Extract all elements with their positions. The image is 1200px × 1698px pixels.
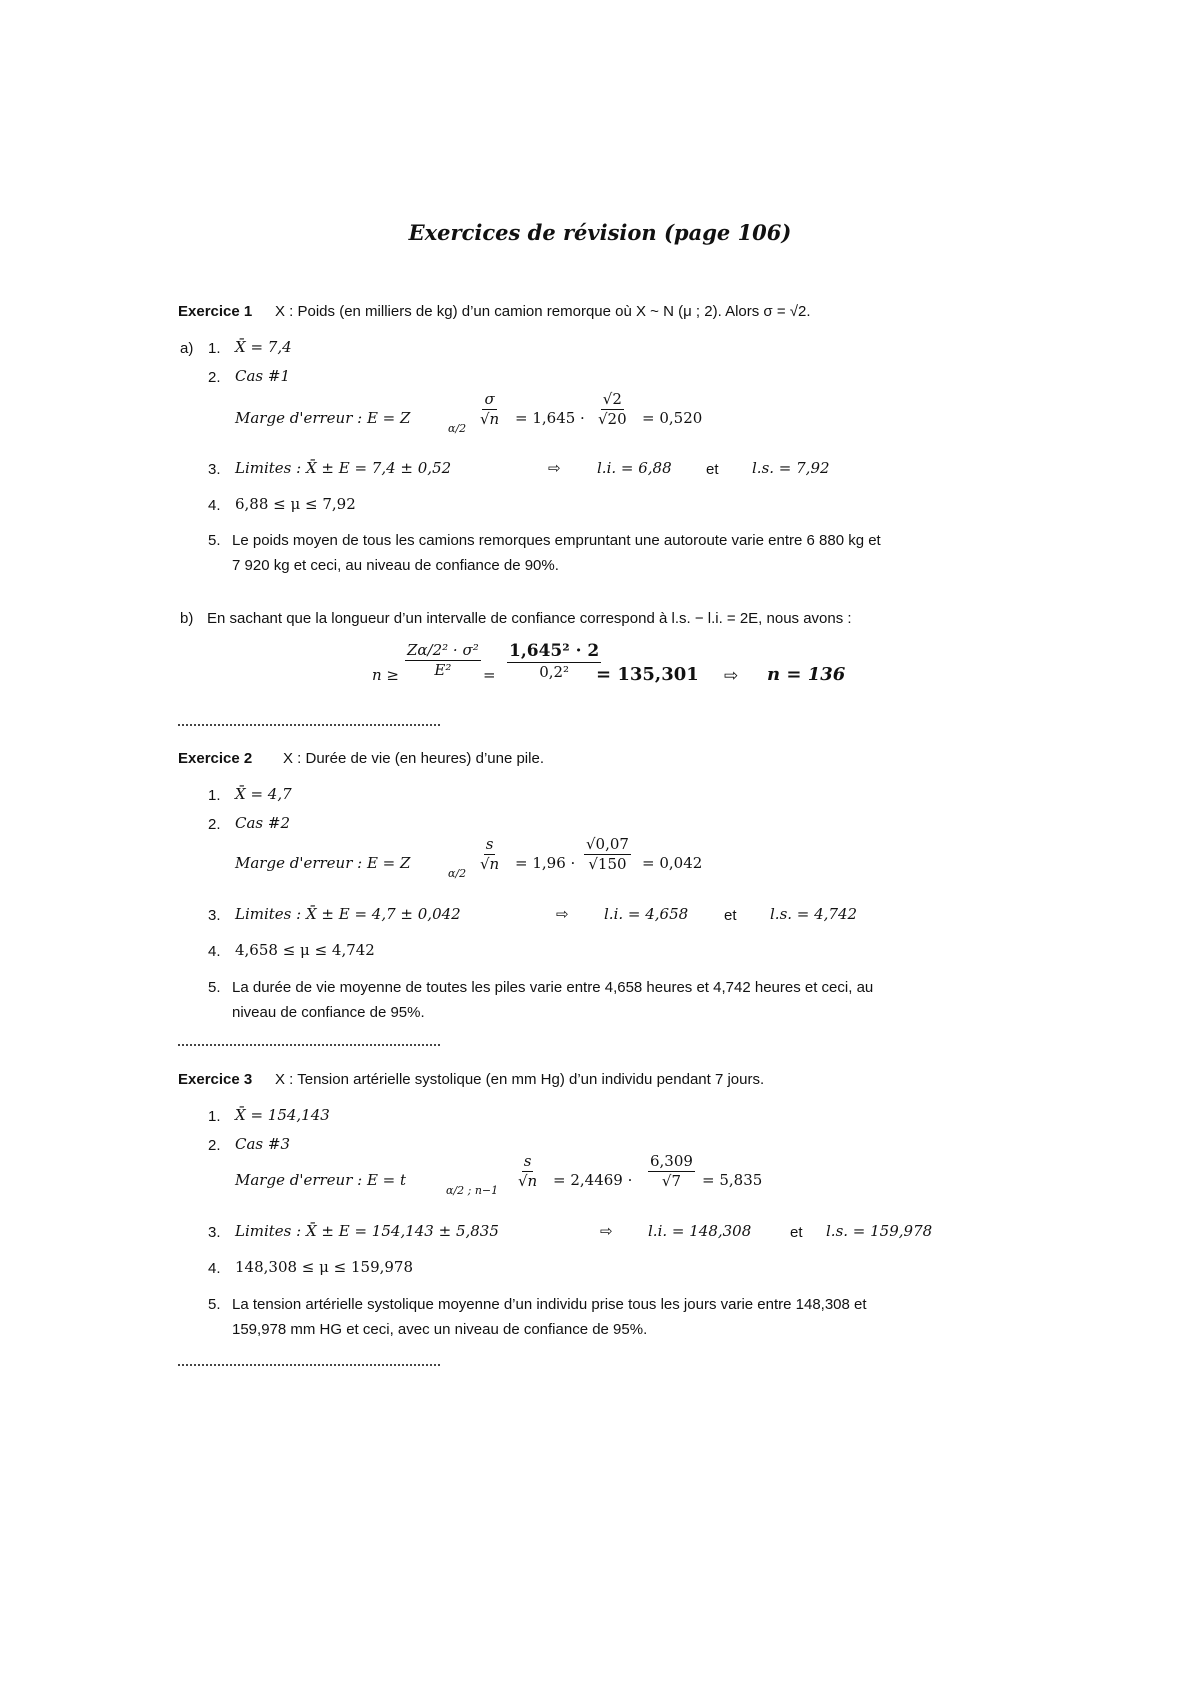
fraction-numerator: s — [485, 835, 494, 853]
lower-limit: l.i. = 6,88 — [597, 459, 672, 477]
part-b-prefix: b) — [180, 610, 194, 627]
critical-value-subscript: α/2 — [448, 867, 467, 880]
conclusion-line-1: La durée de vie moyenne de toutes les piles varie entre 4,658 heures et 4,742 heures et ceci, au — [232, 979, 874, 996]
fraction — [516, 1154, 539, 1189]
fraction-numerator: 1,645² · 2 — [509, 641, 600, 661]
conclusion-line-1: La tension artérielle systolique moyenne d’un individu prise tous les jours varie entre 148,308 et — [232, 1296, 867, 1313]
limits: Limites : X̄ ± E = 7,4 ± 0,52 — [235, 459, 452, 477]
margin-of-error-label: Marge d'erreur : E = t — [235, 1171, 407, 1189]
step-number: 2. — [208, 369, 221, 386]
step-number: 3. — [208, 461, 221, 478]
case-label: Cas #1 — [235, 367, 290, 385]
dotted-separator — [178, 724, 440, 726]
and-word: et — [790, 1224, 803, 1241]
fraction-denominator: √n — [518, 1172, 538, 1190]
dotted-separator — [178, 1044, 440, 1046]
step-number: 5. — [208, 1296, 221, 1313]
step-number: 3. — [208, 1224, 221, 1241]
part-a-prefix: a) — [180, 340, 194, 357]
implies-arrow: ⇨ — [724, 666, 739, 685]
conclusion-line-1: Le poids moyen de tous les camions remorques empruntant une autoroute varie entre 6 880 kg et — [232, 532, 881, 549]
exercise-1-label: Exercice 1 — [178, 303, 253, 320]
margin-result: = 5,835 — [702, 1171, 763, 1189]
sample-mean: X̄ = 154,143 — [235, 1106, 330, 1124]
fraction-denominator: √n — [480, 410, 500, 428]
confidence-interval: 6,88 ≤ μ ≤ 7,92 — [235, 495, 356, 513]
dotted-separator — [178, 1364, 440, 1366]
conclusion-line-2: 159,978 mm HG et ceci, avec un niveau de confiance de 95%. — [232, 1321, 648, 1338]
lower-limit: l.i. = 148,308 — [648, 1222, 752, 1240]
step-number: 4. — [208, 497, 221, 514]
lower-limit: l.i. = 4,658 — [604, 905, 689, 923]
margin-result: = 0,520 — [642, 409, 703, 427]
limits: Limites : X̄ ± E = 4,7 ± 0,042 — [235, 905, 461, 923]
margin-result: = 0,042 — [642, 854, 703, 872]
exercise-2-label: Exercice 2 — [178, 750, 253, 767]
fraction — [478, 837, 501, 872]
fraction-denominator: √150 — [588, 855, 627, 873]
fraction-denominator: √20 — [598, 410, 627, 428]
margin-multiplier: = 1,645 · — [515, 409, 585, 427]
fraction-numerator: Zα/2² · σ² — [407, 641, 479, 659]
upper-limit: l.s. = 159,978 — [826, 1222, 933, 1240]
fraction — [507, 643, 601, 680]
fraction-numerator: σ — [484, 390, 495, 408]
step-number: 4. — [208, 1260, 221, 1277]
step-number: 5. — [208, 532, 221, 549]
page-title: Exercices de révision (page 106) — [408, 220, 792, 245]
conclusion-line-2: niveau de confiance de 95%. — [232, 1004, 425, 1021]
fraction-denominator: √n — [480, 855, 500, 873]
step-number: 3. — [208, 907, 221, 924]
sample-mean: X̄ = 4,7 — [235, 785, 292, 803]
sample-size-result: = 135,301 — [596, 664, 699, 685]
fraction-numerator: s — [523, 1152, 532, 1170]
step-number: 1. — [208, 340, 221, 357]
step-number: 4. — [208, 943, 221, 960]
margin-of-error-label: Marge d'erreur : E = Z — [235, 854, 411, 872]
margin-multiplier: = 1,96 · — [515, 854, 576, 872]
fraction — [648, 1154, 695, 1189]
implies-arrow: ⇨ — [600, 1223, 613, 1240]
fraction — [584, 837, 631, 872]
margin-multiplier: = 2,4469 · — [553, 1171, 633, 1189]
fraction-denominator: E² — [434, 661, 452, 679]
critical-value-subscript: α/2 — [448, 422, 467, 435]
fraction-denominator: 0,2² — [539, 663, 570, 681]
n-inequality: n ≥ — [372, 666, 399, 684]
step-number: 2. — [208, 1137, 221, 1154]
confidence-interval: 148,308 ≤ μ ≤ 159,978 — [235, 1258, 414, 1276]
conclusion-line-2: 7 920 kg et ceci, au niveau de confiance de 90%. — [232, 557, 559, 574]
sample-size-final: n = 136 — [767, 664, 846, 685]
case-label: Cas #2 — [235, 814, 290, 832]
fraction-denominator: √7 — [661, 1172, 682, 1190]
case-label: Cas #3 — [235, 1135, 290, 1153]
exercise-1-intro: X : Poids (en milliers de kg) d’un camion remorque où X ~ N (μ ; 2). Alors σ = √2. — [275, 303, 811, 320]
exercise-3-label: Exercice 3 — [178, 1071, 253, 1088]
implies-arrow: ⇨ — [556, 906, 569, 923]
part-b-text: En sachant que la longueur d’un intervalle de confiance correspond à l.s. − l.i. = 2E, nous avons : — [207, 610, 852, 627]
sample-mean: X̄ = 7,4 — [235, 338, 292, 356]
fraction — [596, 392, 629, 427]
and-word: et — [706, 461, 719, 478]
confidence-interval: 4,658 ≤ μ ≤ 4,742 — [235, 941, 375, 959]
fraction-numerator: √0,07 — [586, 835, 629, 853]
critical-value-subscript: α/2 ; n−1 — [446, 1184, 499, 1197]
fraction-numerator: 6,309 — [650, 1152, 693, 1170]
implies-arrow: ⇨ — [548, 460, 561, 477]
and-word: et — [724, 907, 737, 924]
upper-limit: l.s. = 4,742 — [770, 905, 858, 923]
exercise-2-intro: X : Durée de vie (en heures) d’une pile. — [283, 750, 544, 767]
step-number: 2. — [208, 816, 221, 833]
step-number: 1. — [208, 1108, 221, 1125]
step-number: 1. — [208, 787, 221, 804]
limits: Limites : X̄ ± E = 154,143 ± 5,835 — [235, 1222, 499, 1240]
step-number: 5. — [208, 979, 221, 996]
exercise-3-intro: X : Tension artérielle systolique (en mm Hg) d’un individu pendant 7 jours. — [275, 1071, 765, 1088]
fraction-numerator: √2 — [602, 390, 622, 408]
margin-of-error-label: Marge d'erreur : E = Z — [235, 409, 411, 427]
equals-sign: = — [483, 666, 496, 684]
upper-limit: l.s. = 7,92 — [752, 459, 830, 477]
fraction — [478, 392, 501, 427]
fraction — [405, 643, 481, 678]
